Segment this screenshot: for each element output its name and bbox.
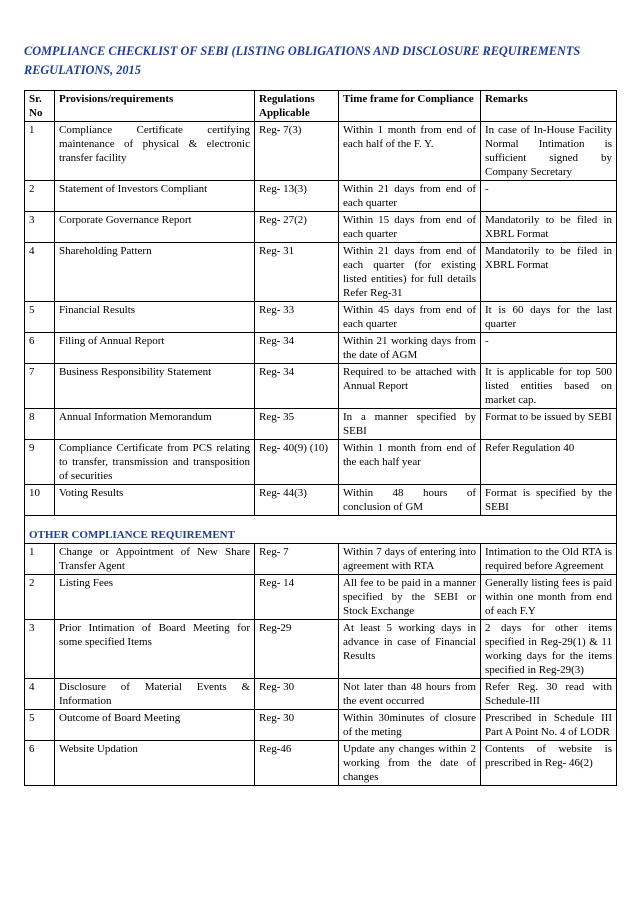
cell-provision: Website Updation	[55, 741, 255, 786]
table-row	[25, 679, 617, 710]
table-row	[25, 302, 617, 333]
cell-remarks: In case of In-House Facility Normal Intimation is sufficient signed by Company Secretary	[481, 122, 617, 181]
cell-provision: Shareholding Pattern	[55, 243, 255, 302]
cell-timeframe: Within 1 month from end of each half of the F. Y.	[339, 122, 481, 181]
table-row	[25, 333, 617, 364]
cell-provision: Business Responsibility Statement	[55, 364, 255, 409]
cell-remarks: It is applicable for top 500 listed entities based on market cap.	[481, 364, 617, 409]
cell-timeframe: Not later than 48 hours from the event occurred	[339, 679, 481, 710]
cell-regulation: Reg- 27(2)	[255, 212, 339, 243]
other-section-title: OTHER COMPLIANCE REQUIREMENT	[29, 529, 235, 541]
cell-timeframe: Within 45 days from end of each quarter	[339, 302, 481, 333]
other-rows	[25, 544, 617, 786]
table-row	[25, 485, 617, 516]
cell-timeframe: In a manner specified by SEBI	[339, 409, 481, 440]
cell-remarks: Refer Regulation 40	[481, 440, 617, 485]
cell-provision: Financial Results	[55, 302, 255, 333]
cell-regulation: Reg- 7	[255, 544, 339, 575]
cell-sr-no: 6	[25, 333, 55, 364]
cell-sr-no: 2	[25, 181, 55, 212]
compliance-table	[24, 90, 617, 786]
cell-timeframe: Within 21 days from end of each quarter	[339, 181, 481, 212]
cell-timeframe: Within 30minutes of closure of the meting	[339, 710, 481, 741]
cell-sr-no: 1	[25, 544, 55, 575]
cell-sr-no: 2	[25, 575, 55, 620]
cell-regulation: Reg- 34	[255, 364, 339, 409]
cell-regulation: Reg- 30	[255, 710, 339, 741]
cell-sr-no: 3	[25, 620, 55, 679]
cell-provision: Prior Intimation of Board Meeting for some specified Items	[55, 620, 255, 679]
cell-provision: Compliance Certificate from PCS relating to transfer, transmission and transposition of securities	[55, 440, 255, 485]
cell-regulation: Reg-29	[255, 620, 339, 679]
cell-remarks: Refer Reg. 30 read with Schedule-III	[481, 679, 617, 710]
header-regulations: Regulations Applicable	[255, 91, 339, 122]
cell-provision: Change or Appointment of New Share Transfer Agent	[55, 544, 255, 575]
main-rows	[25, 122, 617, 516]
cell-provision: Annual Information Memorandum	[55, 409, 255, 440]
cell-sr-no: 7	[25, 364, 55, 409]
table-row	[25, 243, 617, 302]
cell-sr-no: 4	[25, 243, 55, 302]
cell-timeframe: Required to be attached with Annual Report	[339, 364, 481, 409]
cell-regulation: Reg-46	[255, 741, 339, 786]
cell-provision: Voting Results	[55, 485, 255, 516]
header-remarks: Remarks	[481, 91, 617, 122]
cell-sr-no: 3	[25, 212, 55, 243]
cell-regulation: Reg- 31	[255, 243, 339, 302]
cell-remarks: -	[481, 333, 617, 364]
cell-remarks: Format to be issued by SEBI	[481, 409, 617, 440]
table-row	[25, 575, 617, 620]
table-row	[25, 122, 617, 181]
cell-regulation: Reg- 35	[255, 409, 339, 440]
cell-timeframe: At least 5 working days in advance in case of Financial Results	[339, 620, 481, 679]
cell-sr-no: 1	[25, 122, 55, 181]
cell-remarks: Contents of website is prescribed in Reg- 46(2)	[481, 741, 617, 786]
cell-regulation: Reg- 33	[255, 302, 339, 333]
cell-remarks: -	[481, 181, 617, 212]
cell-provision: Filing of Annual Report	[55, 333, 255, 364]
cell-timeframe: Within 21 working days from the date of AGM	[339, 333, 481, 364]
cell-remarks: 2 days for other items specified in Reg-29(1) & 11 working days for the items specified in Reg-29(3)	[481, 620, 617, 679]
cell-remarks: Mandatorily to be filed in XBRL Format	[481, 243, 617, 302]
table-header-row	[25, 91, 617, 122]
cell-remarks: Mandatorily to be filed in XBRL Format	[481, 212, 617, 243]
cell-sr-no: 5	[25, 302, 55, 333]
cell-provision: Corporate Governance Report	[55, 212, 255, 243]
cell-provision: Listing Fees	[55, 575, 255, 620]
table-row	[25, 710, 617, 741]
cell-provision: Statement of Investors Compliant	[55, 181, 255, 212]
cell-regulation: Reg- 40(9) (10)	[255, 440, 339, 485]
cell-timeframe: Update any changes within 2 working from the date of changes	[339, 741, 481, 786]
cell-remarks: Generally listing fees is paid within one month from end of each F.Y	[481, 575, 617, 620]
cell-timeframe: Within 15 days from end of each quarter	[339, 212, 481, 243]
cell-remarks: Intimation to the Old RTA is required before Agreement	[481, 544, 617, 575]
cell-provision: Outcome of Board Meeting	[55, 710, 255, 741]
table-row	[25, 544, 617, 575]
cell-remarks: Format is specified by the SEBI	[481, 485, 617, 516]
cell-remarks: It is 60 days for the last quarter	[481, 302, 617, 333]
cell-timeframe: Within 1 month from end of the each half year	[339, 440, 481, 485]
cell-sr-no: 5	[25, 710, 55, 741]
table-row	[25, 409, 617, 440]
header-timeframe: Time frame for Compliance	[339, 91, 481, 122]
table-row	[25, 181, 617, 212]
cell-sr-no: 8	[25, 409, 55, 440]
cell-provision: Compliance Certificate certifying maintenance of physical & electronic transfer facility	[55, 122, 255, 181]
table-row	[25, 364, 617, 409]
header-provisions: Provisions/requirements	[55, 91, 255, 122]
cell-sr-no: 10	[25, 485, 55, 516]
cell-timeframe: All fee to be paid in a manner specified by the SEBI or Stock Exchange	[339, 575, 481, 620]
cell-regulation: Reg- 13(3)	[255, 181, 339, 212]
cell-regulation: Reg- 34	[255, 333, 339, 364]
header-sr-no: Sr. No	[25, 91, 55, 122]
section-row	[25, 516, 617, 544]
cell-provision: Disclosure of Material Events & Information	[55, 679, 255, 710]
cell-remarks: Prescribed in Schedule III Part A Point No. 4 of LODR	[481, 710, 617, 741]
cell-timeframe: Within 7 days of entering into agreement with RTA	[339, 544, 481, 575]
table-row	[25, 212, 617, 243]
cell-regulation: Reg- 44(3)	[255, 485, 339, 516]
cell-regulation: Reg- 14	[255, 575, 339, 620]
cell-sr-no: 4	[25, 679, 55, 710]
table-row	[25, 440, 617, 485]
cell-sr-no: 6	[25, 741, 55, 786]
document-title: COMPLIANCE CHECKLIST OF SEBI (LISTING OBLIGATIONS AND DISCLOSURE REQUIREMENTS REGULATIONS, 2015	[24, 44, 581, 77]
cell-regulation: Reg- 7(3)	[255, 122, 339, 181]
table-row	[25, 741, 617, 786]
table-row	[25, 620, 617, 679]
cell-timeframe: Within 21 days from end of each quarter (for existing listed entities) for full details Refer Reg-31	[339, 243, 481, 302]
cell-regulation: Reg- 30	[255, 679, 339, 710]
cell-sr-no: 9	[25, 440, 55, 485]
cell-timeframe: Within 48 hours of conclusion of GM	[339, 485, 481, 516]
